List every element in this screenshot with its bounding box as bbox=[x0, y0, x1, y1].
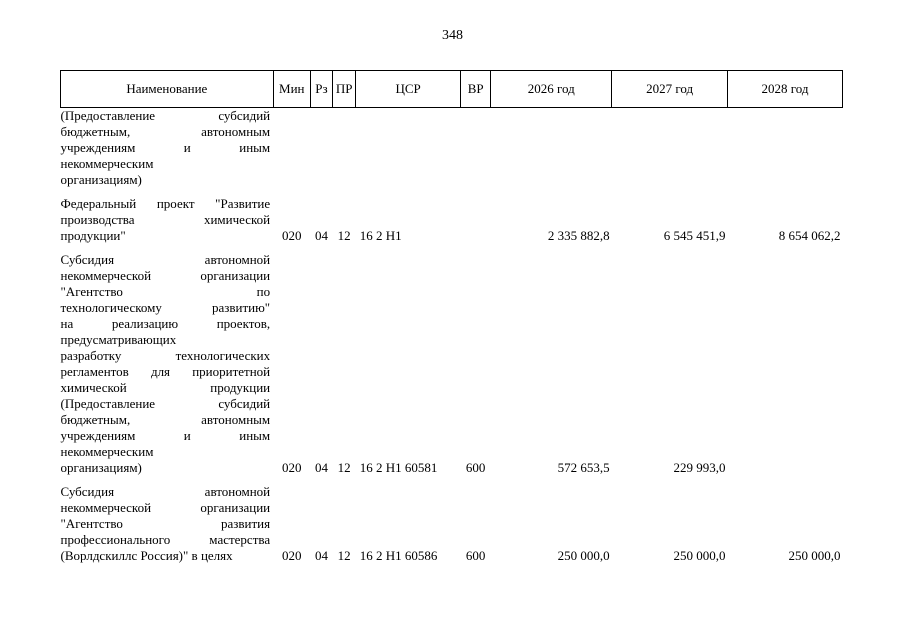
table-header-row bbox=[61, 71, 843, 108]
row-pr-cell: 12 bbox=[337, 228, 351, 243]
row-name-line: некоммерческой организации bbox=[60, 268, 271, 283]
row-name-cell bbox=[61, 108, 274, 197]
row-vr-cell bbox=[461, 108, 491, 197]
row-rz-cell: 04 bbox=[314, 548, 328, 563]
row-name-cell bbox=[61, 484, 274, 572]
row-name-line: "Агентство развития bbox=[60, 516, 271, 531]
header-2027: 2027 год bbox=[612, 71, 728, 108]
row-vr-cell bbox=[461, 196, 491, 252]
row-y2026-cell: 572 653,5 bbox=[557, 460, 610, 475]
row-rz-cell: 04 bbox=[314, 228, 328, 243]
row-name-line: некоммерческим bbox=[60, 156, 154, 171]
row-name-line: Федеральный проект "Развитие bbox=[60, 196, 271, 211]
header-rz: Рз bbox=[310, 71, 332, 108]
row-name-line: (Предоставление субсидий bbox=[60, 396, 271, 411]
row-name-line: учреждениям и иным bbox=[60, 140, 271, 155]
row-name-line: Субсидия автономной bbox=[60, 484, 271, 499]
row-csr-cell: 16 2 Н1 60586 bbox=[359, 548, 438, 563]
row-vr-cell: 600 bbox=[465, 548, 486, 563]
row-name-line: разработку технологических bbox=[60, 348, 271, 363]
row-y2028-cell: 8 654 062,2 bbox=[778, 228, 841, 243]
row-name-line: некоммерческой организации bbox=[60, 500, 271, 515]
row-y2026-cell: 250 000,0 bbox=[557, 548, 610, 563]
row-y2027-cell: 229 993,0 bbox=[673, 460, 726, 475]
row-csr-cell: 16 2 Н1 bbox=[359, 228, 402, 243]
page-number: 348 bbox=[442, 28, 463, 43]
table-row bbox=[61, 484, 843, 572]
row-name-line: организациям) bbox=[60, 172, 142, 187]
row-name-line: бюджетным, автономным bbox=[60, 124, 271, 139]
header-2028: 2028 год bbox=[728, 71, 843, 108]
row-y2027-cell: 6 545 451,9 bbox=[663, 228, 726, 243]
row-y2028-cell bbox=[728, 252, 843, 484]
header-min: Мин bbox=[273, 71, 310, 108]
row-name-cell bbox=[61, 196, 274, 252]
row-name-line: (Ворлдскиллс Россия)" в целях bbox=[60, 548, 233, 563]
budget-table bbox=[60, 70, 843, 572]
table-row bbox=[61, 108, 843, 197]
row-name-line: некоммерческим bbox=[60, 444, 154, 459]
row-y2028-cell: 250 000,0 bbox=[788, 548, 841, 563]
row-name-line: регламентов для приоритетной bbox=[60, 364, 271, 379]
row-name-line: (Предоставление субсидий bbox=[60, 108, 271, 123]
row-min-cell: 020 bbox=[282, 460, 302, 475]
header-pr: ПР bbox=[333, 71, 356, 108]
header-name: Наименование bbox=[61, 71, 274, 108]
row-csr-cell bbox=[356, 108, 461, 197]
row-min-cell bbox=[273, 108, 310, 197]
row-min-cell: 020 bbox=[282, 228, 302, 243]
table-body bbox=[61, 108, 843, 573]
row-name-line: предусматривающих bbox=[60, 332, 177, 347]
row-pr-cell: 12 bbox=[337, 548, 351, 563]
row-name-line: технологическому развитию" bbox=[60, 300, 271, 315]
header-csr: ЦСР bbox=[356, 71, 461, 108]
row-y2026-cell bbox=[491, 108, 612, 197]
row-rz-cell bbox=[310, 108, 332, 197]
row-pr-cell: 12 bbox=[337, 460, 351, 475]
row-y2027-cell: 250 000,0 bbox=[673, 548, 726, 563]
row-name-line: Субсидия автономной bbox=[60, 252, 271, 267]
row-name-line: химической продукции bbox=[60, 380, 271, 395]
row-pr-cell bbox=[333, 108, 356, 197]
row-name-line: бюджетным, автономным bbox=[60, 412, 271, 427]
row-name-line: организациям) bbox=[60, 460, 142, 475]
row-name-line: производства химической bbox=[60, 212, 271, 227]
row-name-cell bbox=[61, 252, 274, 484]
row-y2028-cell bbox=[728, 108, 843, 197]
row-vr-cell: 600 bbox=[465, 460, 486, 475]
row-y2026-cell: 2 335 882,8 bbox=[547, 228, 610, 243]
row-name-line: профессионального мастерства bbox=[60, 532, 271, 547]
row-min-cell: 020 bbox=[282, 548, 302, 563]
header-vr: ВР bbox=[461, 71, 491, 108]
row-rz-cell: 04 bbox=[314, 460, 328, 475]
row-csr-cell: 16 2 Н1 60581 bbox=[359, 460, 438, 475]
header-2026: 2026 год bbox=[491, 71, 612, 108]
row-y2027-cell bbox=[612, 108, 728, 197]
row-name-line: "Агентство по bbox=[60, 284, 271, 299]
row-name-line: на реализацию проектов, bbox=[60, 316, 271, 331]
row-name-line: продукции" bbox=[60, 228, 126, 243]
table-row bbox=[61, 252, 843, 484]
table-row bbox=[61, 196, 843, 252]
row-name-line: учреждениям и иным bbox=[60, 428, 271, 443]
